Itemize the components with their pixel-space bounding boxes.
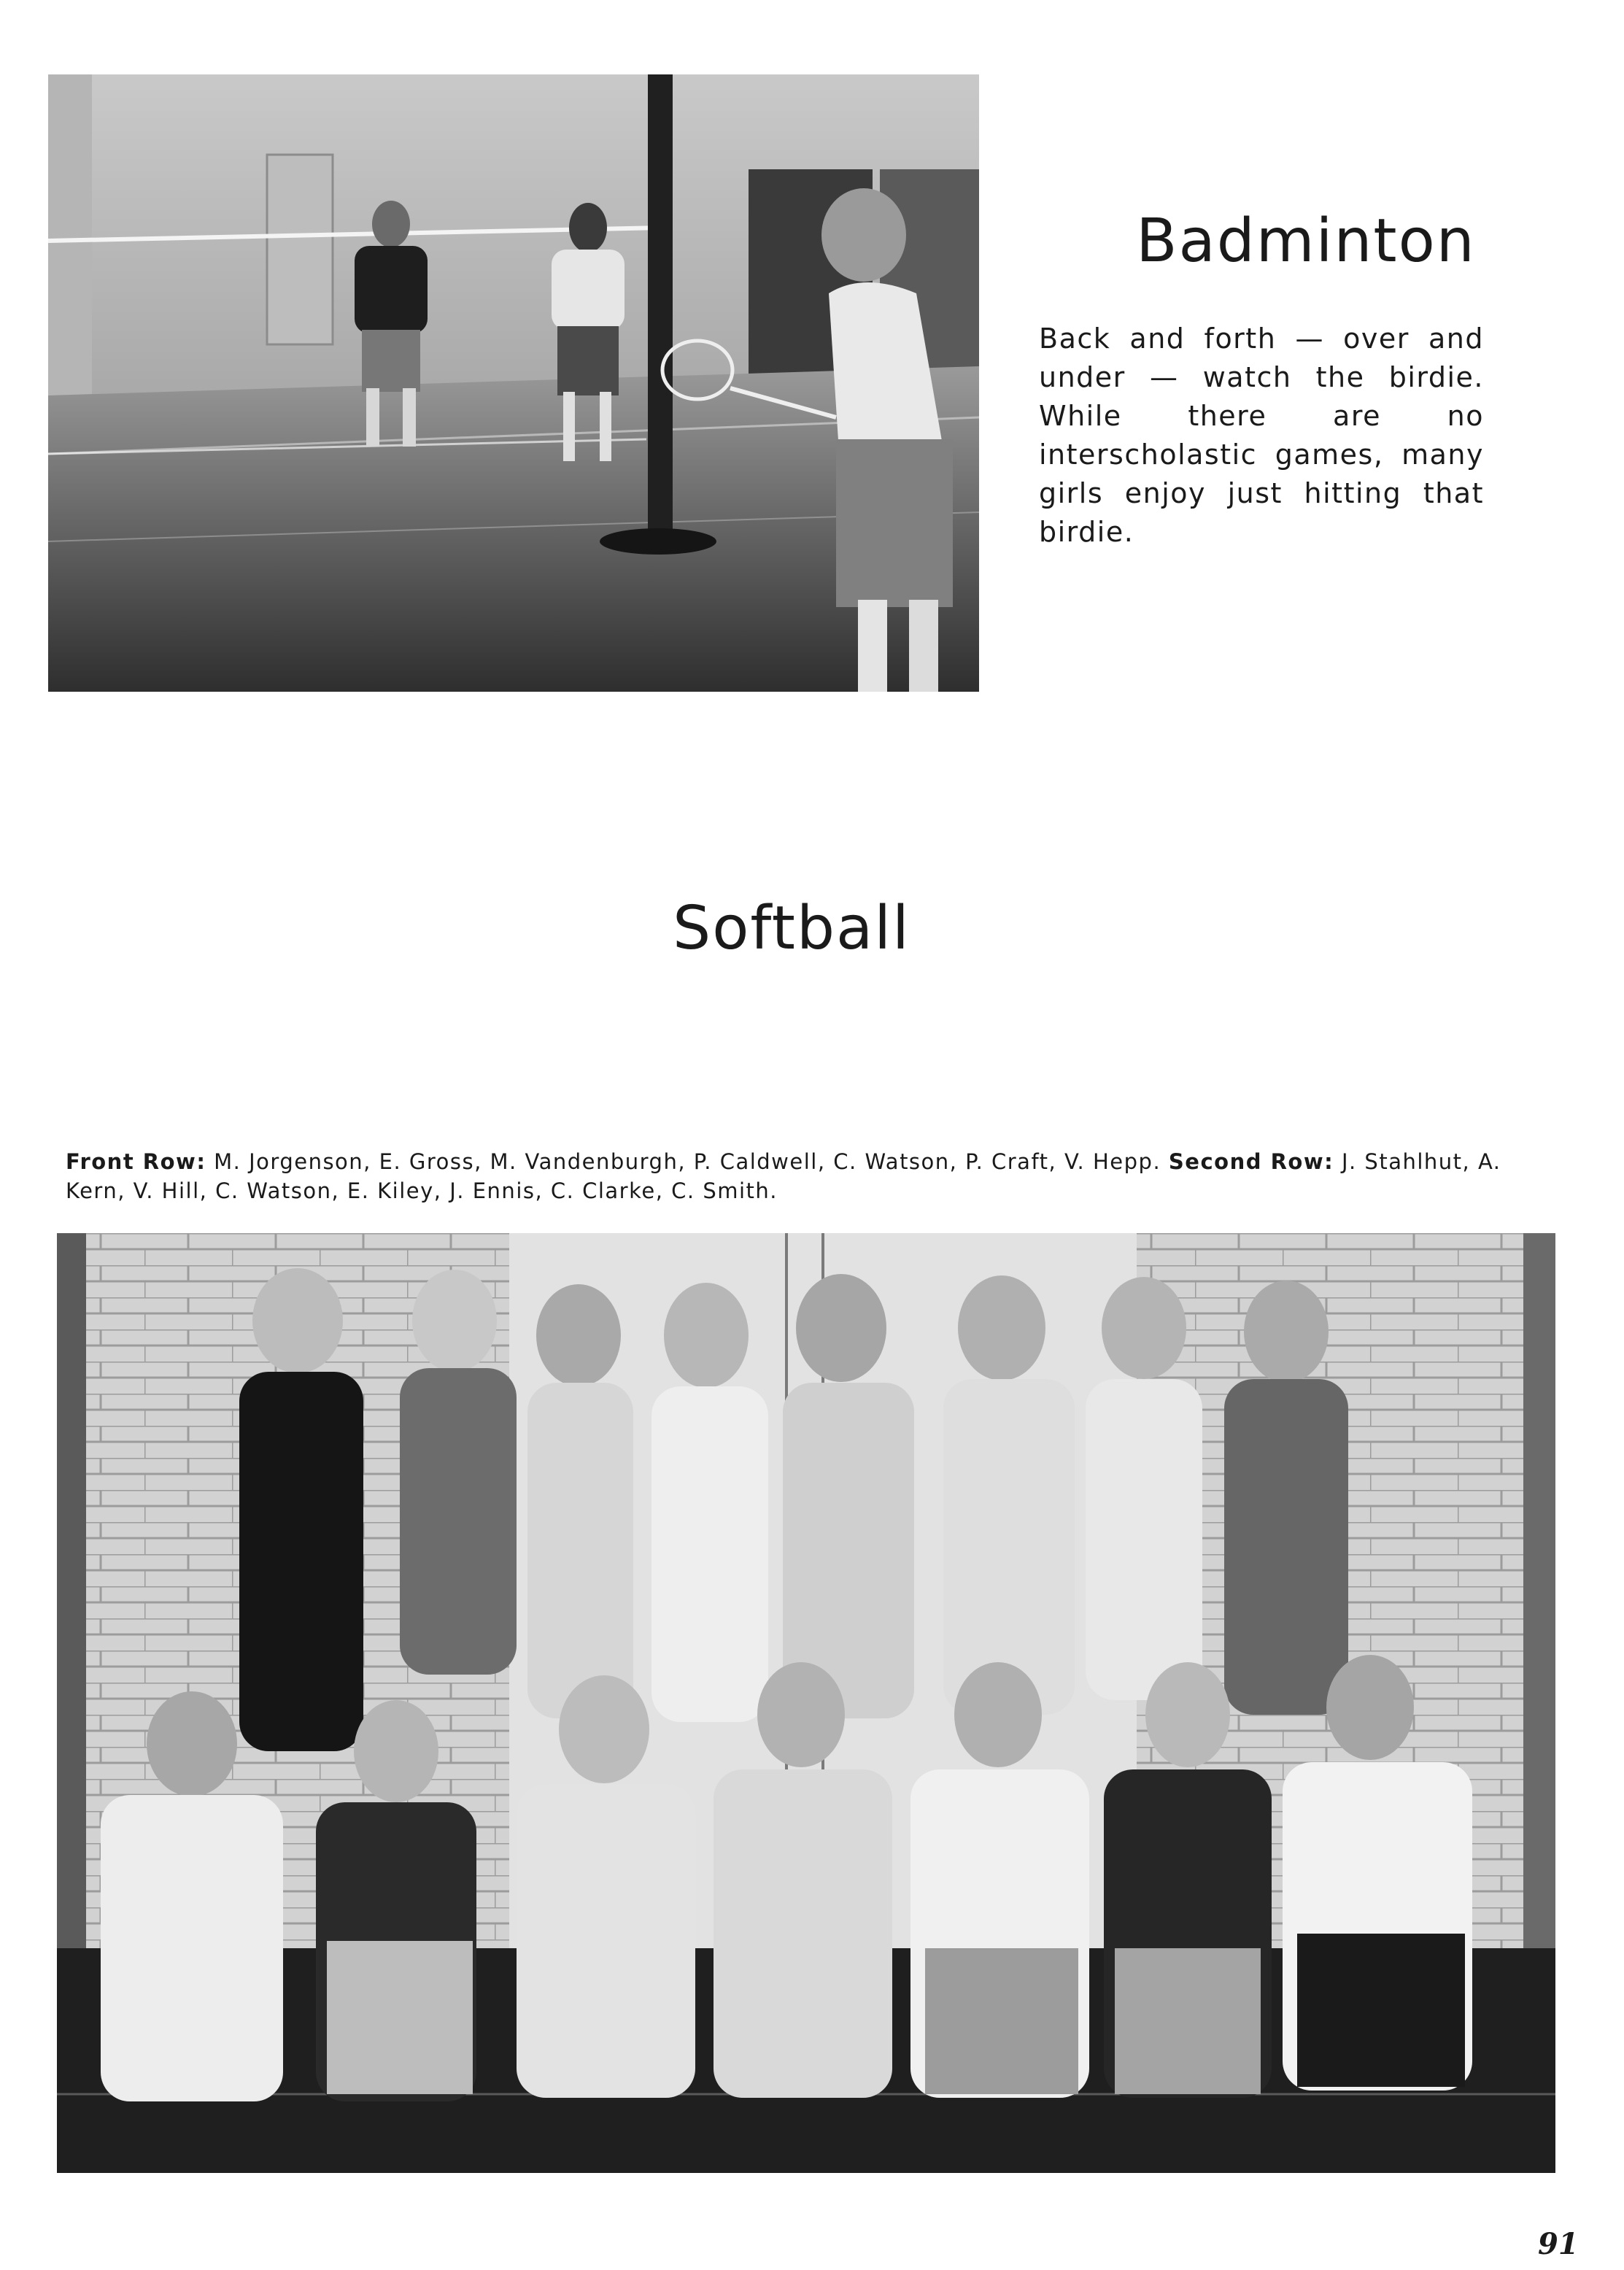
second-row-label: Second Row: <box>1168 1149 1334 1174</box>
front-row-names: M. Jorgenson, E. Gross, M. Vandenburgh, P. Caldwell, C. Watson, P. Craft, V. Hepp. <box>214 1149 1161 1174</box>
softball-title: Softball <box>673 894 910 963</box>
roster-caption <box>66 1147 1539 1205</box>
badminton-photo <box>48 74 979 692</box>
softball-team-photo-image <box>57 1233 1555 2173</box>
softball-team-photo <box>57 1233 1555 2173</box>
second-row-names: J. Stahlhut, A. Kern, V. Hill, C. Watson, E. Kiley, J. Ennis, C. Clarke, C. Smith. <box>66 1149 1501 1203</box>
badminton-caption: Back and forth — over and under — watch the birdie. While there are no interscholastic games, many girls enjoy just hitting that birdie. <box>1039 323 1484 548</box>
front-row-label: Front Row: <box>66 1149 206 1174</box>
badminton-title: Badminton <box>1136 206 1476 276</box>
badminton-photo-image <box>48 74 979 692</box>
page-number: 91 <box>1538 2227 1579 2261</box>
